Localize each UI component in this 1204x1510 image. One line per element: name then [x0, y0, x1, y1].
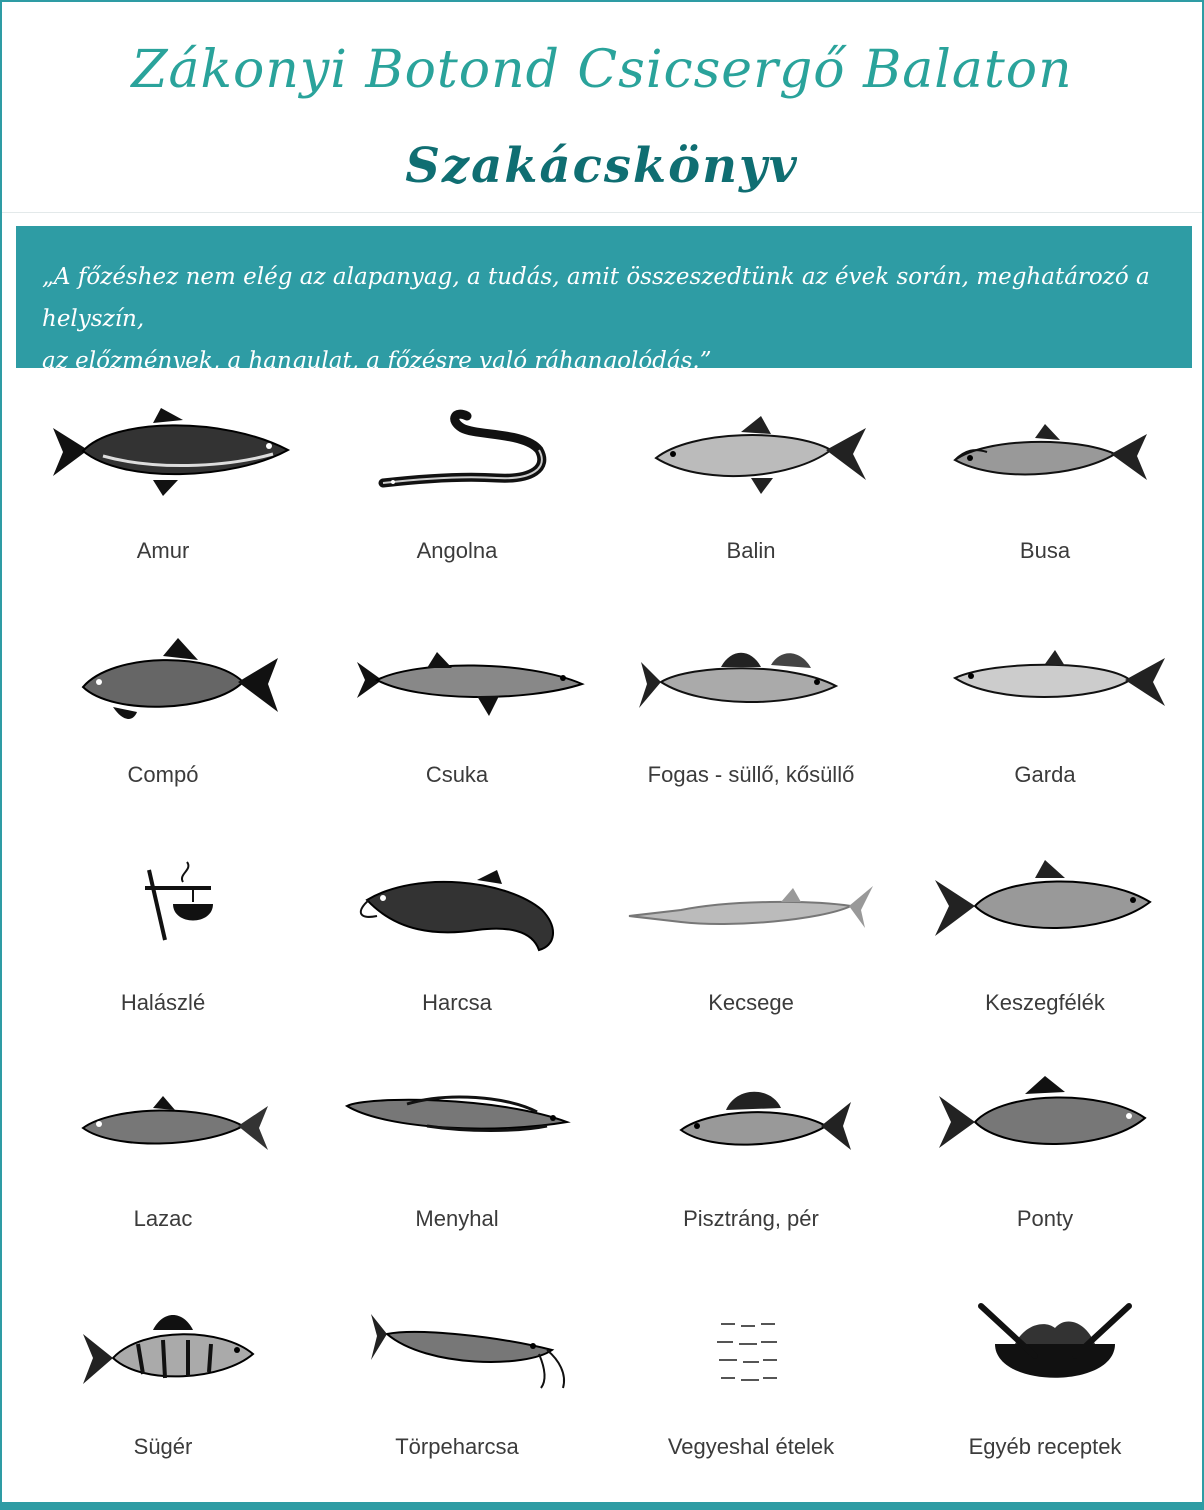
- busa-fish-icon: [915, 388, 1175, 528]
- salmon-fish-icon: [33, 1056, 293, 1196]
- category-lazac[interactable]: [16, 1056, 310, 1266]
- carp-fish-icon: [915, 1056, 1175, 1196]
- category-label: Fogas - süllő, kősüllő: [647, 762, 855, 787]
- quote-line-1: „A főzéshez nem elég az alapanyag, a tudás, amit összeszedtünk az évek során, meghatározó a helyszín,: [42, 264, 1150, 332]
- category-amur[interactable]: [16, 388, 310, 598]
- cauldron-icon: [33, 840, 293, 980]
- category-label: Lazac: [133, 1206, 193, 1231]
- category-label: Garda: [1014, 762, 1076, 787]
- category-label: Busa: [1019, 538, 1071, 563]
- category-halaszle[interactable]: [16, 840, 310, 1050]
- zander-fish-icon: [621, 612, 881, 752]
- bullhead-catfish-icon: [327, 1284, 587, 1424]
- tench-fish-icon: [33, 612, 293, 752]
- catfish-icon: [327, 840, 587, 980]
- balin-fish-icon: [621, 388, 881, 528]
- quote-text: [42, 256, 1166, 382]
- category-csuka[interactable]: [310, 612, 604, 822]
- eel-icon: [327, 388, 587, 528]
- category-label: Amur: [136, 538, 190, 563]
- category-label: Egyéb receptek: [968, 1434, 1122, 1459]
- category-label: Törpeharcsa: [395, 1434, 519, 1459]
- category-label: Menyhal: [415, 1206, 499, 1231]
- category-kecsege[interactable]: [604, 840, 898, 1050]
- category-label: Csuka: [425, 762, 489, 787]
- category-torpeharcsa[interactable]: [310, 1284, 604, 1494]
- salad-bowl-icon: [915, 1284, 1175, 1424]
- category-label: Harcsa: [422, 990, 492, 1015]
- category-label: Vegyeshal ételek: [667, 1434, 835, 1459]
- category-label: Kecsege: [708, 990, 794, 1015]
- site-title[interactable]: Zákonyi Botond Csicsergő Balaton: [131, 40, 1073, 100]
- trout-fish-icon: [621, 1056, 881, 1196]
- mixed-fish-icon: [621, 1284, 881, 1424]
- category-angolna[interactable]: [310, 388, 604, 598]
- category-label: Angolna: [416, 538, 498, 563]
- category-keszegfelek[interactable]: [898, 840, 1192, 1050]
- category-balin[interactable]: [604, 388, 898, 598]
- category-suger[interactable]: [16, 1284, 310, 1494]
- burbot-fish-icon: [327, 1056, 587, 1196]
- category-label: Ponty: [1016, 1206, 1074, 1231]
- category-pisztrang[interactable]: [604, 1056, 898, 1266]
- category-garda[interactable]: [898, 612, 1192, 822]
- category-egyeb[interactable]: [898, 1284, 1192, 1494]
- page-title: Szakácskönyv: [405, 138, 799, 194]
- quote-banner: [16, 226, 1192, 374]
- category-label: Halászlé: [120, 990, 206, 1015]
- category-busa[interactable]: [898, 388, 1192, 598]
- category-vegyeshal[interactable]: [604, 1284, 898, 1494]
- header: [2, 2, 1202, 213]
- category-fogas[interactable]: [604, 612, 898, 822]
- sturgeon-icon: [621, 840, 881, 980]
- category-ponty[interactable]: [898, 1056, 1192, 1266]
- category-label: Pisztráng, pér: [683, 1206, 819, 1231]
- amur-fish-icon: [33, 388, 293, 528]
- bream-fish-icon: [915, 840, 1175, 980]
- category-label: Sügér: [133, 1434, 193, 1459]
- category-compo[interactable]: [16, 612, 310, 822]
- category-label: Keszegfélék: [985, 990, 1105, 1015]
- category-label: Compó: [127, 762, 199, 787]
- garda-fish-icon: [915, 612, 1175, 752]
- perch-fish-icon: [33, 1284, 293, 1424]
- category-label: Balin: [726, 538, 776, 563]
- quote-line-2: az előzmények, a hangulat, a főzésre való ráhangolódás.”: [42, 348, 712, 374]
- pike-fish-icon: [327, 612, 587, 752]
- category-harcsa[interactable]: [310, 840, 604, 1050]
- category-menyhal[interactable]: [310, 1056, 604, 1266]
